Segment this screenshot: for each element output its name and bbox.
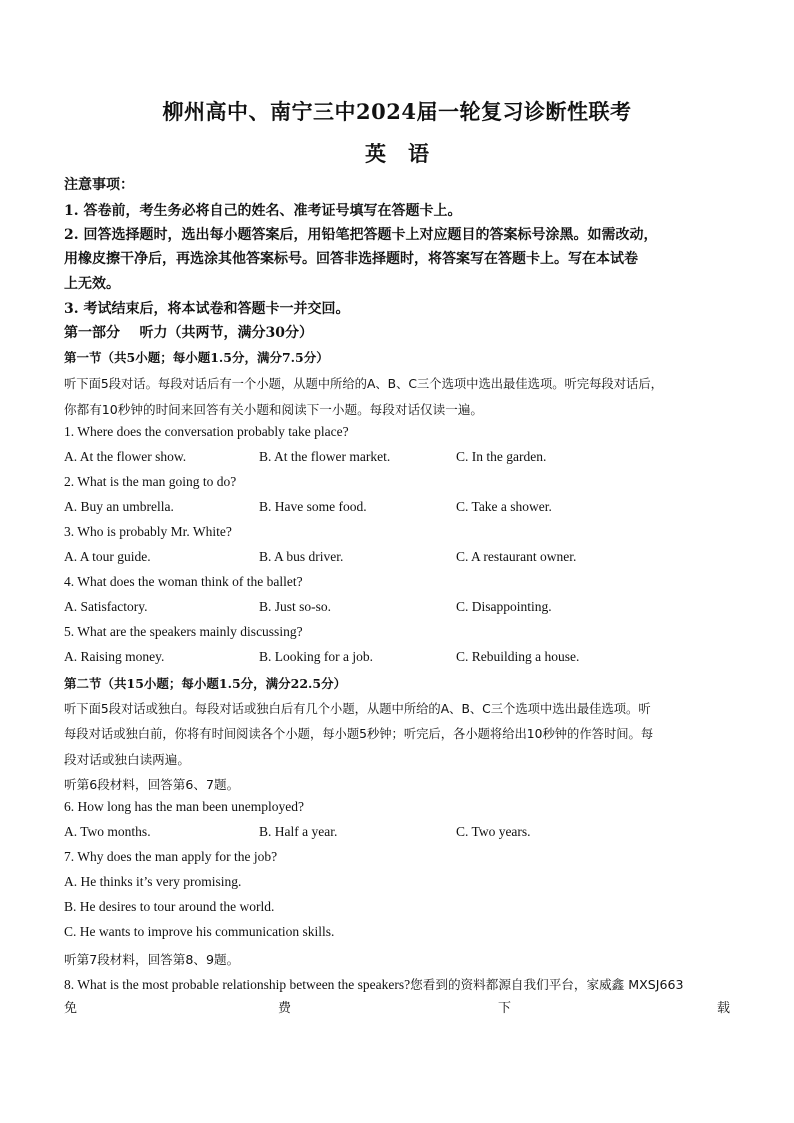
section1-instruction-line-1: 听下面5段对话。每段对话后有一个小题，从题中所给的A、B、C三个选项中选出最佳选项。听完每段对话后，: [64, 377, 663, 391]
q1-option-c: C. In the garden.: [456, 449, 547, 464]
q7-option-b: B. He desires to tour around the world.: [64, 899, 275, 914]
source-notice: 您看到的资料都源自我们平台，家威鑫 MXSJ663: [410, 977, 684, 992]
q5-option-b: B. Looking for a job.: [259, 649, 373, 664]
q5-option-a: A. Raising money.: [64, 649, 165, 664]
q1-option-a: A. At the flower show.: [64, 449, 187, 464]
section2-instruction-line-1: 听下面5段对话或独白。每段对话或独白后有几个小题，从题中所给的A、B、C三个选项中选出最佳选项。听: [64, 702, 651, 716]
question-6: 6. How long has the man been unemployed?: [64, 799, 304, 814]
section2-heading: 第二节（共15小题；每小题1.5分，满分22.5分）: [64, 676, 347, 691]
q1-option-b: B. At the flower market.: [259, 449, 391, 464]
section1-instruction-line-2: 你都有10秒钟的时间来回答有关小题和阅读下一小题。每段对话仅读一遍。: [64, 402, 484, 417]
q3-option-c: C. A restaurant owner.: [456, 549, 577, 564]
part1-heading: 第一部分 听力（共两节，满分30分）: [64, 325, 313, 341]
q6-option-b: B. Half a year.: [259, 824, 338, 839]
q4-option-b: B. Just so-so.: [259, 599, 332, 614]
free-download-char-1: 免: [64, 1001, 78, 1016]
question-2: 2. What is the man going to do?: [64, 474, 237, 489]
free-download-char-2: 费: [278, 1001, 292, 1016]
question-5: 5. What are the speakers mainly discussing?: [64, 624, 303, 639]
section2-instruction-line-3: 段对话或独白读两遍。: [64, 752, 190, 767]
q4-option-a: A. Satisfactory.: [64, 599, 148, 614]
q5-option-c: C. Rebuilding a house.: [456, 649, 580, 664]
question-7: 7. Why does the man apply for the job?: [64, 849, 278, 864]
q7-option-c: C. He wants to improve his communication skills.: [64, 924, 335, 939]
material-6-note: 听第6段材料，回答第6、7题。: [64, 777, 240, 792]
section1-heading: 第一节（共5小题；每小题1.5分，满分7.5分）: [64, 350, 329, 365]
subject-title: 英语: [365, 141, 451, 166]
free-download-char-4: 载: [717, 1001, 731, 1016]
section2-instruction-line-2: 每段对话或独白前，你将有时间阅读各个小题，每小题5秒钟；听完后，各小题将给出10秒钟的作答时间。每: [64, 727, 654, 741]
q3-option-a: A. A tour guide.: [64, 549, 151, 564]
question-3: 3. Who is probably Mr. White?: [64, 524, 232, 539]
notice-heading: 注意事项：: [64, 177, 134, 193]
notice-item-1: 1. 答卷前，考生务必将自己的姓名、准考证号填写在答题卡上。: [64, 203, 462, 219]
q6-option-c: C. Two years.: [456, 824, 531, 839]
question-4: 4. What does the woman think of the ballet?: [64, 574, 303, 589]
question-1: 1. Where does the conversation probably take place?: [64, 424, 349, 439]
q6-option-a: A. Two months.: [64, 824, 151, 839]
q4-option-c: C. Disappointing.: [456, 599, 552, 614]
q7-option-a: A. He thinks it’s very promising.: [64, 874, 242, 889]
notice-item-2-line-3: 上无效。: [64, 276, 120, 292]
q2-option-a: A. Buy an umbrella.: [64, 499, 174, 514]
notice-item-2-line-2: 用橡皮擦干净后，再选涂其他答案标号。回答非选择题时，将答案写在答题卡上。写在本试卷: [64, 251, 638, 267]
notice-item-2-line-1: 2. 回答选择题时，选出每小题答案后，用铅笔把答题卡上对应题目的答案标号涂黑。如需改动，: [64, 227, 658, 243]
q2-option-c: C. Take a shower.: [456, 499, 552, 514]
question-8: 8. What is the most probable relationship between the speakers?: [64, 977, 411, 992]
material-7-note: 听第7段材料，回答第8、9题。: [64, 952, 240, 967]
exam-title: 柳州高中、南宁三中2024届一轮复习诊断性联考: [162, 99, 632, 124]
q2-option-b: B. Have some food.: [259, 499, 367, 514]
free-download-char-3: 下: [498, 1001, 512, 1016]
q3-option-b: B. A bus driver.: [259, 549, 344, 564]
notice-item-3: 3. 考试结束后，将本试卷和答题卡一并交回。: [64, 301, 350, 317]
question-8-line: [64, 974, 730, 994]
